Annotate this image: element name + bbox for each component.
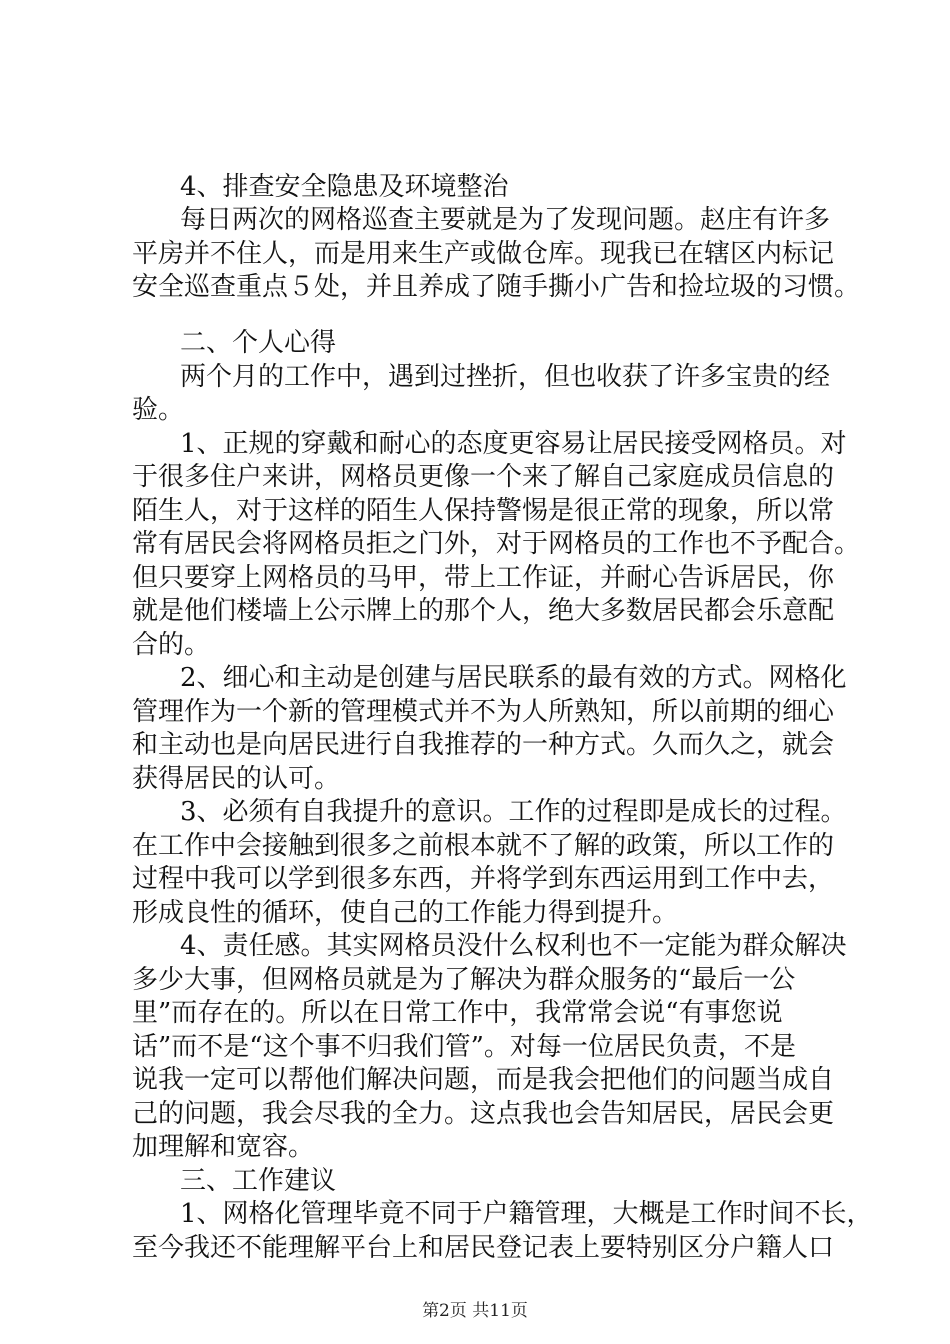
paragraph-line: 两个月的工作中，遇到过挫折，但也收获了许多宝贵的经	[180, 362, 831, 392]
page-number-footer: 第2页 共11页	[422, 1301, 528, 1321]
paragraph-line: 2、细心和主动是创建与居民联系的最有效的方式。网格化	[180, 663, 847, 693]
paragraph-line: 安全巡查重点５处，并且养成了随手撕小广告和捡垃圾的习惯。	[132, 272, 861, 302]
paragraph-line: 验。	[132, 395, 185, 425]
paragraph-line: 形成良性的循环，使自己的工作能力得到提升。	[132, 898, 679, 928]
paragraph-line: 平房并不住人，而是用来生产或做仓库。现我已在辖区内标记	[132, 239, 835, 269]
paragraph-line: 管理作为一个新的管理模式并不为人所熟知，所以前期的细心	[132, 697, 835, 727]
section-heading-personal-insights: 二、个人心得	[180, 328, 337, 358]
paragraph-line: 和主动也是向居民进行自我推荐的一种方式。久而久之，就会	[132, 730, 835, 760]
paragraph-line: 话”而不是“这个事不归我们管”。对每一位居民负责，不是	[132, 1032, 796, 1062]
section-heading-work-suggestions: 三、工作建议	[180, 1166, 337, 1196]
paragraph-line: 1、网格化管理毕竟不同于户籍管理，大概是工作时间不长，	[180, 1199, 873, 1229]
paragraph-line: 加理解和宽容。	[132, 1132, 315, 1162]
subheading-hazard-check: 4、排查安全隐患及环境整治	[180, 172, 509, 202]
paragraph-line: 3、必须有自我提升的意识。工作的过程即是成长的过程。	[180, 797, 847, 827]
paragraph-line: 4、责任感。其实网格员没什么权利也不一定能为群众解决	[180, 931, 847, 961]
paragraph-line: 过程中我可以学到很多东西，并将学到东西运用到工作中去，	[132, 864, 835, 894]
paragraph-line: 就是他们楼墙上公示牌上的那个人，绝大多数居民都会乐意配	[132, 596, 835, 626]
paragraph-line: 1、正规的穿戴和耐心的态度更容易让居民接受网格员。对	[180, 429, 847, 459]
paragraph-line: 里”而存在的。所以在日常工作中，我常常会说“有事您说	[132, 998, 783, 1028]
paragraph-line: 多少大事，但网格员就是为了解决为群众服务的“最后一公	[132, 965, 796, 995]
paragraph-line: 说我一定可以帮他们解决问题，而是我会把他们的问题当成自	[132, 1065, 835, 1095]
paragraph-line: 每日两次的网格巡查主要就是为了发现问题。赵庄有许多	[180, 205, 831, 235]
paragraph-line: 己的问题，我会尽我的全力。这点我也会告知居民，居民会更	[132, 1099, 835, 1129]
paragraph-line: 但只要穿上网格员的马甲，带上工作证，并耐心告诉居民，你	[132, 563, 835, 593]
paragraph-line: 获得居民的认可。	[132, 764, 341, 794]
paragraph-line: 在工作中会接触到很多之前根本就不了解的政策，所以工作的	[132, 831, 835, 861]
paragraph-line: 至今我还不能理解平台上和居民登记表上要特别区分户籍人口	[132, 1233, 835, 1263]
paragraph-line: 于很多住户来讲，网格员更像一个来了解自己家庭成员信息的	[132, 462, 835, 492]
paragraph-line: 常有居民会将网格员拒之门外，对于网格员的工作也不予配合。	[132, 529, 861, 559]
paragraph-line: 合的。	[132, 630, 211, 660]
paragraph-line: 陌生人，对于这样的陌生人保持警惕是很正常的现象，所以常	[132, 496, 835, 526]
